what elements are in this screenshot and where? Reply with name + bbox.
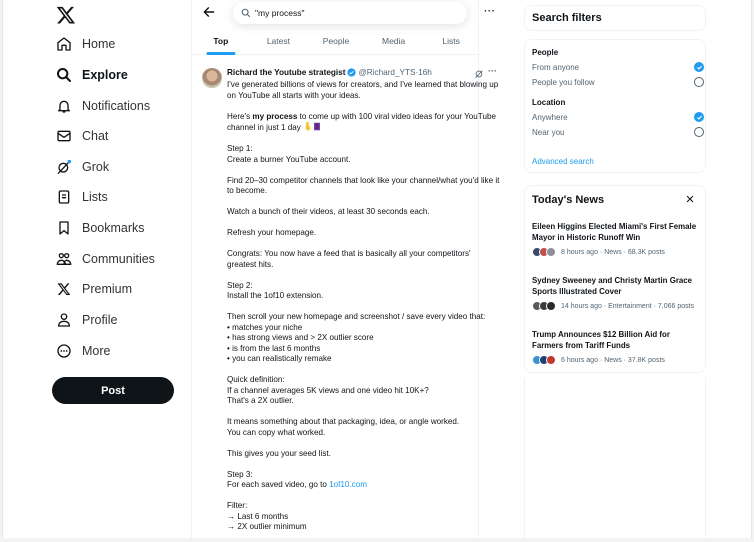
tweet-paragraph: This gives you your seed list. [227, 448, 331, 458]
news-item[interactable] [532, 222, 702, 257]
avatar [546, 355, 556, 365]
avatar[interactable] [202, 68, 222, 88]
tweet-paragraph: Refresh your homepage. [227, 228, 317, 237]
nav-item-bookmarks[interactable] [55, 216, 145, 240]
highlight-text: my process [252, 111, 298, 121]
tweet-paragraph: Step 1: Create a burner YouTube account. [227, 144, 351, 164]
grok-icon [55, 158, 73, 176]
news-avatars [532, 247, 556, 257]
nav-item-premium[interactable] [55, 277, 132, 301]
nav-label: Bookmarks [82, 221, 145, 235]
search-filters-title: Search filters [532, 12, 602, 24]
search-icon [55, 66, 73, 84]
grok-icon[interactable] [474, 69, 484, 79]
communities-icon [55, 250, 73, 268]
tweet-paragraph: Step 3: For each saved video, go to 1of10.com [227, 469, 367, 489]
news-meta: 14 hours ago · Entertainment · 7,066 posts [532, 301, 702, 311]
search-results-column [191, 0, 500, 538]
search-tabs [192, 28, 480, 55]
nav-label: Chat [82, 129, 109, 143]
x-logo-icon[interactable] [56, 5, 76, 25]
search-input[interactable] [255, 8, 455, 18]
right-sidebar-empty-area [524, 378, 706, 538]
tweet-paragraph: Then scroll your new homepage and screenshot / save every video that: • matches your niche • has strong views and > 2X outlier score • is from the last 6 months • you can realistically remake [227, 312, 486, 363]
nav-label: More [82, 344, 111, 358]
nav-item-explore[interactable] [55, 63, 128, 87]
news-headline: Trump Announces $12 Billion Aid for Farmers from Tariff Funds [532, 330, 670, 350]
nav-label: Home [82, 37, 116, 51]
tab-latest[interactable]: Latest [266, 36, 290, 46]
author-handle[interactable]: @Richard_YTS [358, 68, 416, 77]
radio-unchecked-icon[interactable] [694, 127, 704, 137]
filter-anywhere[interactable]: Anywhere [532, 112, 702, 122]
tweet-paragraph: It means something about that packaging, idea, or angle worked. You can copy what worked. [227, 417, 460, 437]
news-headline: Eileen Higgins Elected Miami's First Female Mayor in Historic Runoff Win [532, 222, 697, 242]
tab-lists[interactable]: Lists [442, 36, 460, 46]
tweet-paragraph: Congrats: You now have a feed that is basically all your competitors' greatest hits. [227, 249, 471, 269]
separator: · [415, 68, 419, 77]
tweet-more-button[interactable]: ··· [488, 66, 497, 76]
nav-item-more[interactable] [55, 339, 110, 363]
people-filter-heading: People [532, 48, 559, 57]
search-icon [241, 8, 251, 18]
news-avatars [532, 355, 556, 365]
todays-news-title: Today's News [532, 194, 605, 206]
mail-icon [55, 127, 73, 145]
news-meta: 6 hours ago · News · 37.8K posts [532, 355, 702, 365]
tweet-paragraph: Here's my process to come up with 100 viral video ideas for your YouTube channel in just 1 day [227, 111, 496, 132]
scroll-emoji-icon [313, 122, 321, 131]
nav-label: Communities [82, 252, 155, 266]
nav-item-grok[interactable] [55, 155, 109, 179]
x-premium-icon [55, 280, 73, 298]
search-filters-card [524, 39, 706, 173]
nav-item-home[interactable] [55, 32, 115, 56]
home-icon [55, 35, 73, 53]
nav-item-chat[interactable] [55, 124, 108, 148]
close-icon[interactable] [685, 194, 695, 204]
radio-unchecked-icon[interactable] [694, 77, 704, 87]
radio-checked-icon[interactable] [694, 112, 704, 122]
author-name[interactable]: Richard the Youtube strategist [227, 68, 346, 77]
filter-near-you[interactable]: Near you [532, 127, 702, 137]
bell-icon [55, 97, 73, 115]
bookmark-icon [55, 219, 73, 237]
more-options-button[interactable]: ··· [484, 6, 496, 17]
tweet-paragraph: I've generated billions of views for creators, and I've learned that blowing up on YouTube all starts with your ideas. [227, 80, 499, 100]
avatar [546, 247, 556, 257]
tweet-paragraph: Watch a bunch of their videos, at least 30 seconds each. [227, 207, 430, 216]
more-circle-icon [55, 342, 73, 360]
location-filter-heading: Location [532, 98, 566, 107]
verified-badge-icon [347, 68, 356, 77]
radio-checked-icon[interactable] [694, 62, 704, 72]
nav-label: Explore [82, 68, 128, 82]
tweet-paragraph: Quick definition: If a channel averages 5K views and one video hit 10K+? That's a 2X outlier. [227, 375, 429, 405]
post-button[interactable]: Post [52, 377, 174, 404]
app-window [2, 0, 752, 538]
news-item[interactable] [532, 276, 702, 311]
tweet-header [227, 68, 432, 77]
news-avatars [532, 301, 556, 311]
tab-people[interactable]: People [322, 36, 350, 46]
avatar [546, 301, 556, 311]
tweet-paragraph: Filter: → Last 6 months → 2X outlier minimum [227, 501, 307, 531]
news-item[interactable] [532, 330, 702, 365]
filter-people-you-follow[interactable]: People you follow [532, 77, 702, 87]
todays-news-card [524, 185, 706, 373]
nav-label: Notifications [82, 99, 151, 113]
nav-label: Premium [82, 282, 133, 296]
search-filters-header [524, 5, 706, 31]
pointing-down-emoji-icon [304, 122, 312, 131]
person-icon [55, 311, 73, 329]
tab-top[interactable]: Top [192, 28, 250, 54]
tab-media[interactable]: Media [382, 36, 406, 46]
back-arrow-icon[interactable] [202, 5, 216, 19]
nav-label: Lists [82, 190, 108, 204]
left-sidebar [3, 0, 191, 538]
news-headline: Sydney Sweeney and Christy Martin Grace Sports Illustrated Cover [532, 276, 693, 296]
nav-item-communities[interactable] [55, 247, 155, 271]
list-icon [55, 188, 73, 206]
tweet-link[interactable]: 1of10.com [329, 480, 367, 489]
nav-item-lists[interactable] [55, 185, 108, 209]
nav-label: Grok [82, 160, 110, 174]
nav-item-profile[interactable] [55, 308, 117, 332]
tweet-paragraph: Step 2: Install the 1of10 extension. [227, 280, 324, 300]
filter-from-anyone[interactable]: From anyone [532, 62, 702, 72]
tweet-time[interactable]: 16h [418, 68, 432, 77]
advanced-search-link[interactable]: Advanced search [532, 157, 594, 166]
search-box[interactable] [233, 2, 467, 24]
tweet-text [227, 80, 502, 542]
news-meta: 8 hours ago · News · 68.3K posts [532, 247, 702, 257]
nav-item-notifications[interactable] [55, 94, 150, 118]
tweet-paragraph: Find 20–30 competitor channels that look like your channel/what you'd like it to become. [227, 175, 500, 195]
nav-label: Profile [82, 313, 118, 327]
